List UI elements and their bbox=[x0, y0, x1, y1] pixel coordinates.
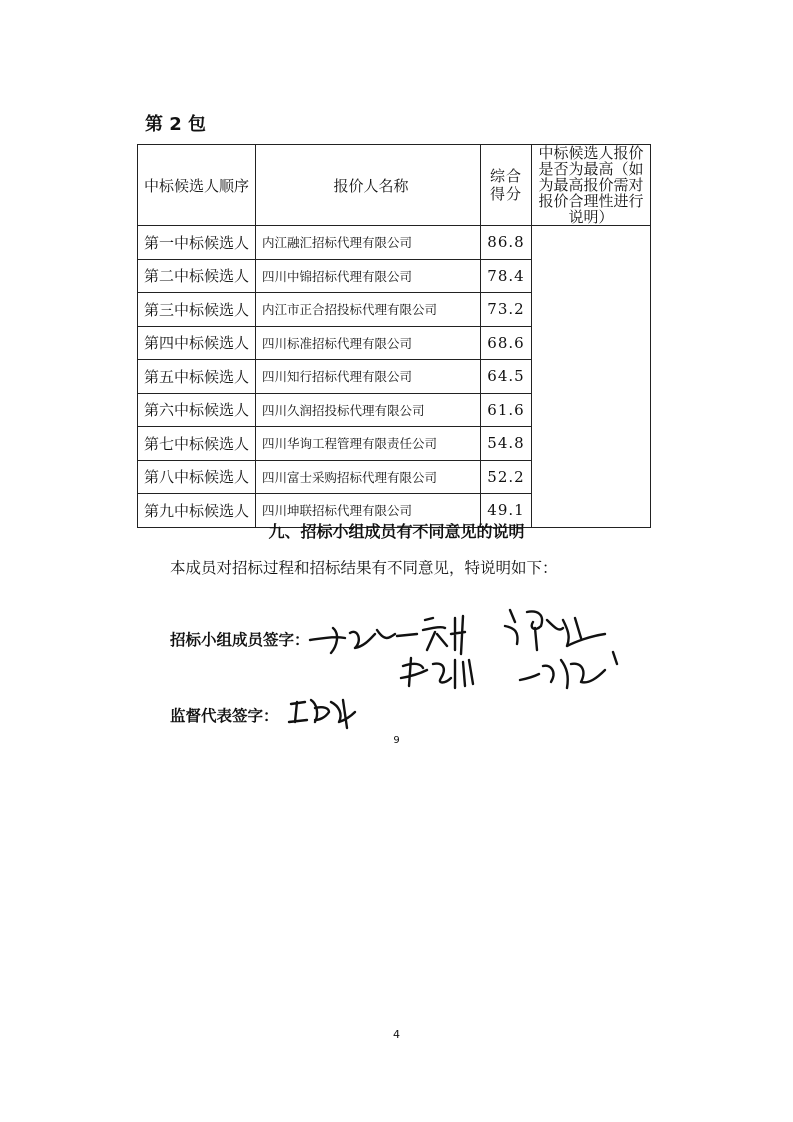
inner-page-number: 9 bbox=[393, 735, 400, 746]
composite-score: 73.2 bbox=[481, 293, 532, 327]
candidate-rank: 第一中标候选人 bbox=[138, 226, 256, 260]
section-title: 九、招标小组成员有不同意见的说明 bbox=[268, 522, 525, 541]
composite-score: 49.1 bbox=[481, 494, 532, 528]
header-score-line2: 得分 bbox=[489, 185, 522, 203]
candidate-rank: 第五中标候选人 bbox=[138, 360, 256, 394]
table-header-row bbox=[138, 145, 651, 226]
note-cell bbox=[532, 226, 651, 528]
bidder-name: 四川华询工程管理有限责任公司 bbox=[256, 427, 481, 461]
composite-score: 52.2 bbox=[481, 460, 532, 494]
section-body: 本成员对招标过程和招标结果有不同意见，特说明如下： bbox=[170, 559, 558, 577]
composite-score: 78.4 bbox=[481, 259, 532, 293]
header-name: 报价人名称 bbox=[256, 145, 481, 226]
bidder-name: 四川坤联招标代理有限公司 bbox=[256, 494, 481, 528]
composite-score: 86.8 bbox=[481, 226, 532, 260]
bidder-name: 内江融汇招标代理有限公司 bbox=[256, 226, 481, 260]
header-score-line1: 综合 bbox=[489, 167, 522, 185]
header-score bbox=[481, 145, 532, 226]
panel-signature-label: 招标小组成员签字： bbox=[170, 631, 310, 649]
candidate-table bbox=[137, 144, 651, 528]
candidate-rank: 第四中标候选人 bbox=[138, 326, 256, 360]
candidate-rank: 第七中标候选人 bbox=[138, 427, 256, 461]
table-row bbox=[138, 226, 651, 260]
candidate-rank: 第九中标候选人 bbox=[138, 494, 256, 528]
composite-score: 64.5 bbox=[481, 360, 532, 394]
bidder-name: 四川富士采购招标代理有限公司 bbox=[256, 460, 481, 494]
composite-score: 61.6 bbox=[481, 393, 532, 427]
bidder-name: 四川标准招标代理有限公司 bbox=[256, 326, 481, 360]
bidder-name: 内江市正合招投标代理有限公司 bbox=[256, 293, 481, 327]
header-rank: 中标候选人顺序 bbox=[138, 145, 256, 226]
bidder-name: 四川中锦招标代理有限公司 bbox=[256, 259, 481, 293]
supervisor-signature-label: 监督代表签字： bbox=[170, 707, 279, 725]
candidate-rank: 第八中标候选人 bbox=[138, 460, 256, 494]
candidate-rank: 第二中标候选人 bbox=[138, 259, 256, 293]
package-title: 第 2 包 bbox=[145, 114, 207, 135]
candidate-rank: 第三中标候选人 bbox=[138, 293, 256, 327]
composite-score: 54.8 bbox=[481, 427, 532, 461]
candidate-rank: 第六中标候选人 bbox=[138, 393, 256, 427]
header-note: 中标候选人报价是否为最高（如为最高报价需对报价合理性进行说明） bbox=[532, 145, 651, 226]
bidder-name: 四川久润招投标代理有限公司 bbox=[256, 393, 481, 427]
page-number: 4 bbox=[393, 1028, 400, 1041]
composite-score: 68.6 bbox=[481, 326, 532, 360]
supervisor-signature-image bbox=[285, 692, 360, 732]
bidder-name: 四川知行招标代理有限公司 bbox=[256, 360, 481, 394]
